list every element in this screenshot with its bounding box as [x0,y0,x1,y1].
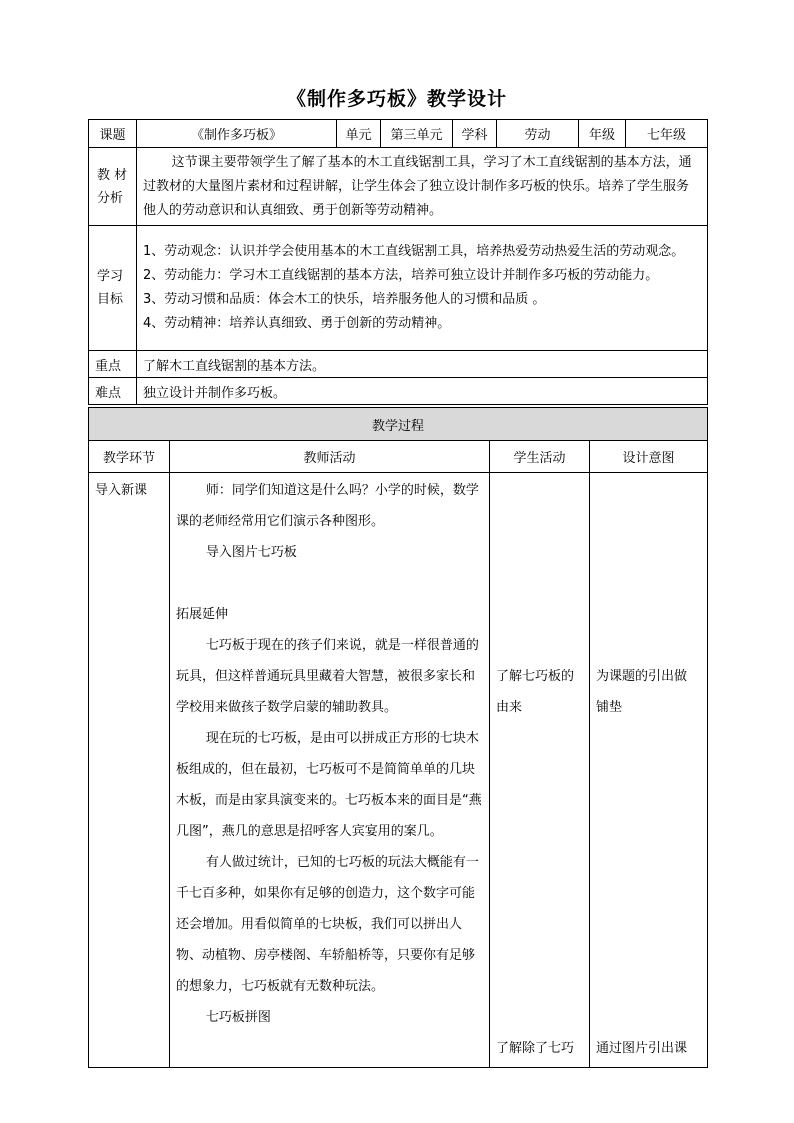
teacher-paragraph: 现在玩的七巧板，是由可以拼成正方形的七块木板组成的，但在最初，七巧板可不是简简单单的几块木板，而是由家具演变来的。七巧板本来的面目是“燕几图”，燕几的意思是招呼客人宾宴用的案几。 [176,731,482,839]
intent-text: 通过图片引出课 [596,1041,688,1056]
student-text: 了解七巧板的 [496,669,575,684]
goals-label-line1: 学习 [97,269,124,284]
info-row-goals [89,226,708,351]
student-activity-cell [490,473,590,1068]
goal-item: 3、劳动习惯和品质：体会木工的快乐，培养服务他人的习惯和品质 。 [143,292,546,307]
key-point-label: 重点 [89,351,137,378]
subject-value: 劳动 [497,120,579,148]
column-header: 设计意图 [590,441,708,473]
course-label: 课题 [89,120,137,148]
info-table [88,119,708,405]
process-header-row [89,408,708,441]
info-row-difficulty [89,378,708,405]
student-text: 由来 [496,700,523,715]
page-title: 《制作多巧板》教学设计 [286,88,507,110]
goal-item: 4、劳动精神：培养认真细致、勇于创新的劳动精神。 [143,316,451,331]
stage-cell: 导入新课 [89,473,170,1068]
difficulty-text: 独立设计并制作多巧板。 [137,378,708,405]
material-label-line1: 教 材 [97,167,128,183]
goals-label-line2: 目标 [97,292,124,307]
unit-value: 第三单元 [381,120,453,148]
column-header: 教学环节 [89,441,170,473]
intent-text: 为课题的引出做 [596,669,688,684]
process-column-headers [89,441,708,473]
column-header: 教师活动 [170,441,490,473]
goal-item: 1、劳动观念：认识并学会使用基本的木工直线锯割工具，培养热爱劳动热爱生活的劳动观念。 [143,244,685,259]
process-table [88,407,708,1068]
goals-label [89,226,137,351]
student-text: 了解除了七巧 [496,1041,575,1056]
subject-label: 学科 [453,120,497,148]
process-row-intro [89,473,708,1068]
process-header: 教学过程 [89,408,708,441]
image-placeholder [176,568,483,599]
teacher-paragraph: 七巧板于现在的孩子们来说，就是一样很普通的玩具，但这样普通玩具里藏着大智慧，被很多家长和学校用来做孩子数学启蒙的辅助教具。 [176,638,479,715]
teacher-subheading: 拓展延伸 [176,607,229,622]
unit-label: 单元 [337,120,381,148]
design-intent-cell [590,473,708,1068]
teacher-paragraph: 师：同学们知道这是什么吗？小学的时候，数学课的老师经常用它们演示各种图形。 [176,483,479,529]
teacher-paragraph: 七巧板拼图 [205,1010,271,1025]
info-row-key-point [89,351,708,378]
goals-list [137,226,708,351]
teacher-paragraph: 导入图片七巧板 [205,545,297,560]
info-row-basic [89,120,708,148]
grade-value: 七年级 [626,120,708,148]
intent-text: 铺垫 [596,700,623,715]
column-header: 学生活动 [490,441,590,473]
teacher-activity-cell [170,473,490,1068]
material-label [89,148,137,226]
material-text: 这节课主要带领学生了解了基本的木工直线锯割工具，学习了木工直线锯割的基本方法，通过教材的大量图片素材和过程讲解，让学生体会了独立设计制作多巧板的快乐。培养了学生服务他人的劳动意识和认真细致、勇于创新等劳动精神。 [137,148,708,226]
difficulty-label: 难点 [89,378,137,405]
info-row-material [89,148,708,226]
goal-item: 2、劳动能力：学习木工直线锯割的基本方法，培养可独立设计并制作多巧板的劳动能力。 [143,268,659,283]
key-point-text: 了解木工直线锯割的基本方法。 [137,351,708,378]
grade-label: 年级 [579,120,626,148]
course-value: 《制作多巧板》 [137,120,337,148]
teacher-paragraph: 有人做过统计，已知的七巧板的玩法大概能有一千七百多种，如果你有足够的创造力，这个数字可能还会增加。用看似简单的七块板，我们可以拼出人物、动植物、房亭楼阁、车轿船桥等，只要你有足够的想象力，七巧板就有无数种玩法。 [176,855,479,994]
material-label-line2: 分析 [97,190,124,206]
